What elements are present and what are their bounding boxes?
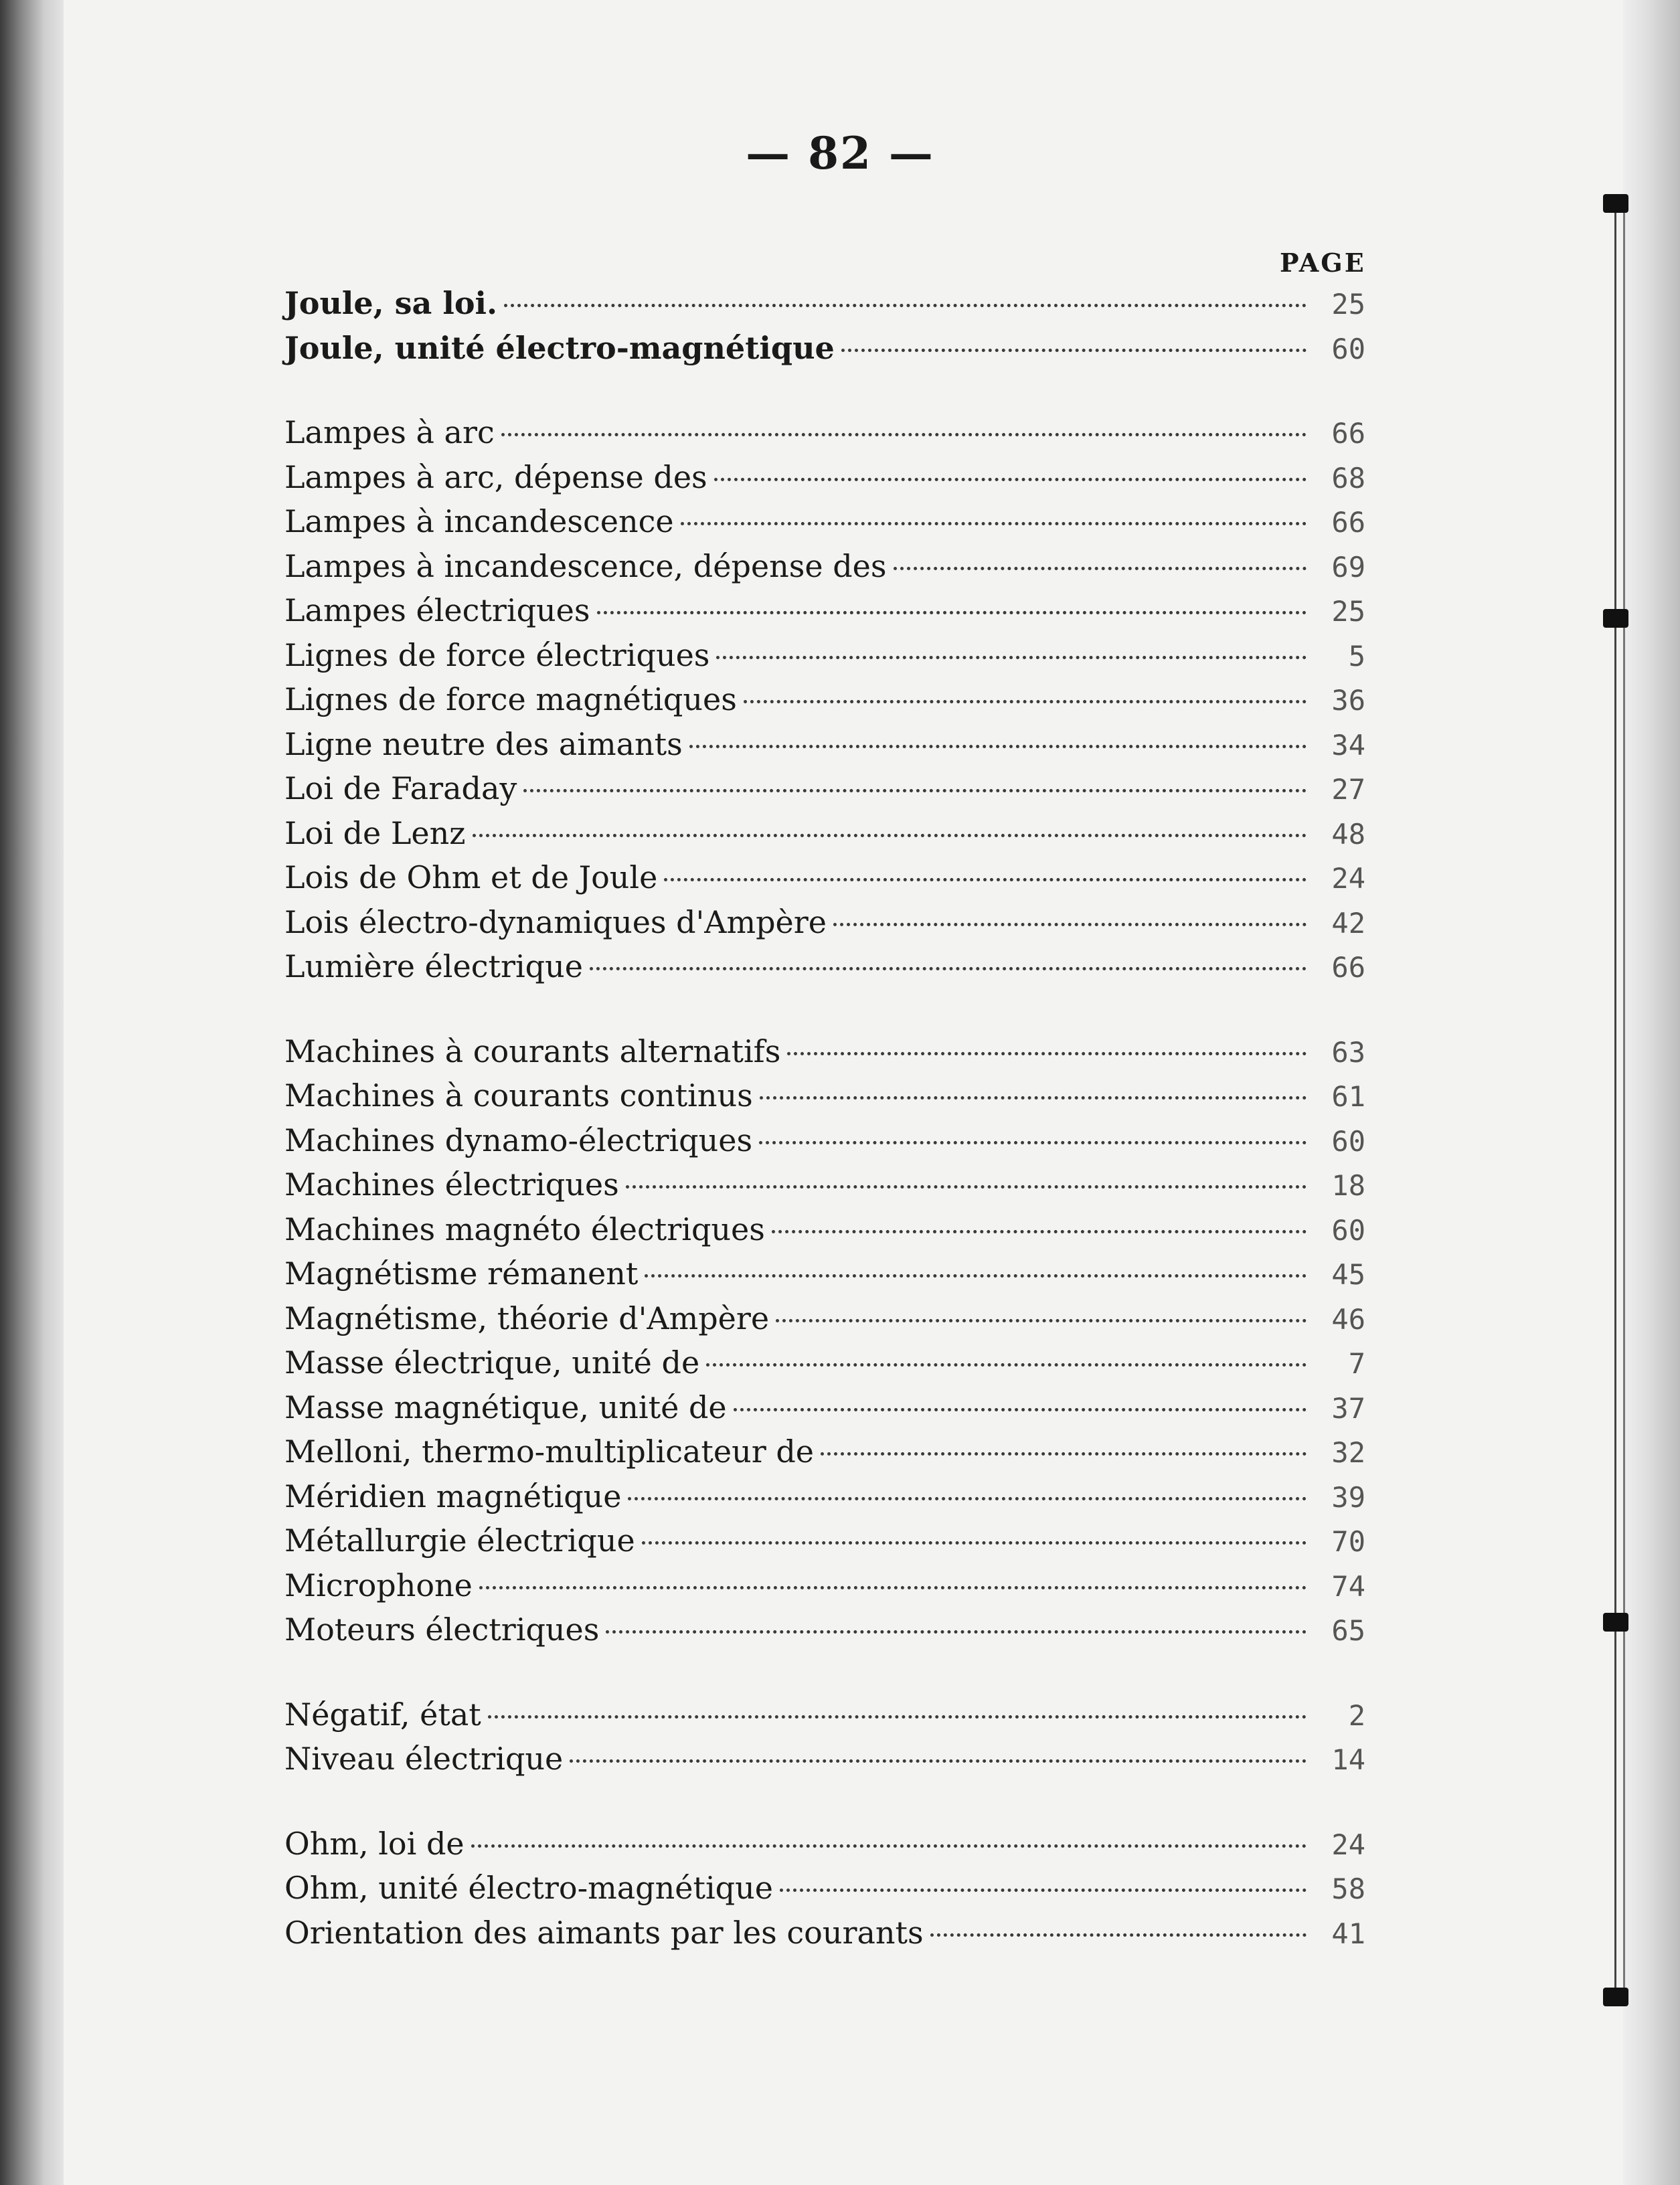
index-entry <box>284 1607 1365 1652</box>
dot-leader <box>597 611 1307 614</box>
page-column-header: PAGE <box>1280 248 1366 278</box>
index-entry <box>284 855 1365 900</box>
index-entry <box>284 900 1365 945</box>
index-entry <box>284 499 1365 544</box>
index-entry <box>284 766 1365 811</box>
index-entry-page: 66 <box>1331 417 1365 450</box>
index-entry-term: Masse électrique, unité de <box>284 1344 700 1381</box>
binding-stitch <box>1603 194 1628 213</box>
index-entry <box>284 326 1365 371</box>
index-entry-page: 48 <box>1331 817 1365 851</box>
dot-leader <box>628 1497 1307 1500</box>
dot-leader <box>501 433 1307 436</box>
index-entry-term: Ohm, unité électro-magnétique <box>284 1870 773 1906</box>
index-entry-page: 66 <box>1331 506 1365 539</box>
index-entry-page: 39 <box>1331 1480 1365 1514</box>
index-entry-term: Niveau électrique <box>284 1741 564 1777</box>
index-entry <box>284 1563 1365 1608</box>
index-entry-page: 65 <box>1331 1614 1365 1647</box>
dot-leader <box>590 967 1307 970</box>
dot-leader <box>833 923 1307 926</box>
dot-leader <box>706 1363 1307 1367</box>
index-entry <box>284 1429 1365 1474</box>
index-entry <box>284 1251 1365 1296</box>
index-entry <box>284 1029 1365 1074</box>
index-entry-page: 61 <box>1331 1080 1365 1113</box>
index-entry <box>284 811 1365 856</box>
index-entry-page: 18 <box>1331 1169 1365 1202</box>
index-entry-term: Magnétisme, théorie d'Ampère <box>284 1300 770 1336</box>
index-entry <box>284 281 1365 326</box>
dot-leader <box>744 700 1307 703</box>
index-entry <box>284 1118 1365 1163</box>
dot-leader <box>479 1586 1307 1589</box>
index-entry-term: Joule, sa loi. <box>284 285 498 321</box>
index-entry-term: Loi de Lenz <box>284 814 466 851</box>
index-entry-page: 36 <box>1331 684 1365 717</box>
index-entry <box>284 410 1365 455</box>
dot-leader <box>930 1933 1307 1937</box>
index-entry-term: Lampes à incandescence, dépense des <box>284 547 887 584</box>
index-group <box>284 1822 1365 1955</box>
dot-leader <box>780 1889 1307 1892</box>
index-entry-term: Magnétisme rémanent <box>284 1255 639 1292</box>
index-entry-page: 37 <box>1331 1391 1365 1425</box>
index-entry-page: 74 <box>1331 1569 1365 1603</box>
dot-leader <box>664 878 1307 881</box>
index-entry-term: Melloni, thermo-multiplicateur de <box>284 1433 815 1470</box>
page-number: — 82 — <box>746 127 934 179</box>
index-entry-term: Lumière électrique <box>284 948 583 984</box>
dot-leader <box>642 1541 1307 1545</box>
index-entry-term: Ligne neutre des aimants <box>284 725 683 762</box>
dot-leader <box>759 1141 1307 1144</box>
index-entry-page: 69 <box>1331 550 1365 584</box>
index-entry <box>284 1737 1365 1781</box>
index-entry <box>284 722 1365 767</box>
index-entry-term: Lignes de force électriques <box>284 636 710 673</box>
index-entry-page: 32 <box>1331 1436 1365 1469</box>
index-entry-page: 27 <box>1331 773 1365 806</box>
dot-leader <box>523 789 1307 792</box>
index-entry <box>284 1073 1365 1118</box>
index-entry-term: Machines à courants alternatifs <box>284 1033 781 1069</box>
dot-leader <box>645 1274 1307 1278</box>
index-entry <box>284 1911 1365 1955</box>
index-entry <box>284 1518 1365 1563</box>
index-group <box>284 1029 1365 1652</box>
index-entry <box>284 1162 1365 1207</box>
index-entry-page: 68 <box>1331 461 1365 495</box>
index-entry-term: Lampes à incandescence <box>284 503 674 539</box>
index-entry <box>284 455 1365 500</box>
index-entry-page: 24 <box>1331 1828 1365 1861</box>
index-entry-term: Lampes à arc <box>284 414 495 450</box>
index-entry-term: Orientation des aimants par les courants <box>284 1914 924 1951</box>
binding-stitch <box>1603 609 1628 628</box>
dot-leader <box>787 1052 1307 1055</box>
index-entry-page: 5 <box>1348 639 1365 673</box>
dot-leader <box>772 1230 1307 1233</box>
index-group <box>284 1692 1365 1781</box>
index-entry-page: 42 <box>1331 906 1365 940</box>
index-entry-term: Machines dynamo-électriques <box>284 1122 753 1158</box>
index-entry-page: 25 <box>1331 288 1365 321</box>
binding-stitch <box>1603 1613 1628 1632</box>
index-entry-page: 41 <box>1331 1917 1365 1950</box>
book-binding-edge <box>0 0 64 2185</box>
index-entry-term: Machines électriques <box>284 1166 619 1203</box>
index-entry <box>284 1385 1365 1430</box>
dot-leader <box>626 1185 1307 1189</box>
dot-leader <box>894 567 1307 570</box>
index-entry-term: Machines à courants continus <box>284 1077 753 1114</box>
index-entry-page: 60 <box>1331 1124 1365 1158</box>
index-group <box>284 281 1365 370</box>
index-entry-term: Masse magnétique, unité de <box>284 1389 727 1425</box>
index-entry-page: 58 <box>1331 1872 1365 1905</box>
index-entry-term: Machines magnéto électriques <box>284 1211 765 1247</box>
index-entry-term: Loi de Faraday <box>284 770 517 806</box>
index-entry <box>284 544 1365 589</box>
dot-leader <box>760 1096 1307 1100</box>
dot-leader <box>776 1319 1307 1322</box>
index-entry <box>284 1207 1365 1252</box>
index-entry <box>284 1340 1365 1385</box>
dot-leader <box>841 349 1307 352</box>
dot-leader <box>821 1452 1307 1456</box>
index-entry <box>284 1692 1365 1737</box>
index-entry-term: Lampes électriques <box>284 592 590 628</box>
index-entry-page: 60 <box>1331 332 1365 365</box>
index-entry-term: Méridien magnétique <box>284 1478 622 1514</box>
dot-leader <box>681 522 1307 525</box>
index-entry <box>284 588 1365 633</box>
index-entry <box>284 633 1365 678</box>
index-entry <box>284 1866 1365 1911</box>
binding-thread <box>1614 194 1625 2001</box>
binding-stitch <box>1603 1988 1628 2006</box>
index-entry-term: Lignes de force magnétiques <box>284 681 737 717</box>
index-entry-term: Joule, unité électro-magnétique <box>284 329 835 366</box>
index-entry-page: 66 <box>1331 951 1365 984</box>
index-entry-term: Lois électro-dynamiques d'Ampère <box>284 903 827 940</box>
dot-leader <box>716 656 1307 659</box>
index-entry-page: 34 <box>1331 728 1365 762</box>
index-entry-page: 2 <box>1348 1698 1365 1732</box>
index-entry-page: 70 <box>1331 1525 1365 1558</box>
index-entry-page: 46 <box>1331 1302 1365 1336</box>
dot-leader <box>471 1844 1307 1848</box>
dot-leader <box>488 1715 1307 1719</box>
index-entry-page: 7 <box>1348 1347 1365 1380</box>
index-entry-page: 45 <box>1331 1258 1365 1291</box>
index-entry <box>284 1474 1365 1519</box>
dot-leader <box>606 1630 1307 1634</box>
index-entry <box>284 1822 1365 1866</box>
index-entry-term: Moteurs électriques <box>284 1611 600 1648</box>
index-list <box>284 281 1365 1995</box>
index-group <box>284 410 1365 989</box>
index-entry-page: 24 <box>1331 862 1365 895</box>
dot-leader <box>570 1759 1307 1763</box>
dot-leader <box>689 745 1307 748</box>
dot-leader <box>473 834 1307 837</box>
index-entry-page: 63 <box>1331 1035 1365 1069</box>
index-entry-term: Microphone <box>284 1567 473 1603</box>
index-entry-page: 60 <box>1331 1213 1365 1247</box>
index-entry <box>284 677 1365 722</box>
page-right-edge <box>1623 0 1680 2185</box>
dot-leader <box>734 1408 1307 1411</box>
index-entry <box>284 944 1365 989</box>
index-entry-term: Métallurgie électrique <box>284 1522 635 1559</box>
index-entry-term: Ohm, loi de <box>284 1825 465 1862</box>
index-entry-term: Lampes à arc, dépense des <box>284 458 707 495</box>
index-entry <box>284 1296 1365 1341</box>
index-entry-page: 14 <box>1331 1743 1365 1776</box>
dot-leader <box>504 304 1307 307</box>
dot-leader <box>714 478 1307 481</box>
index-entry-term: Négatif, état <box>284 1696 481 1733</box>
index-entry-term: Lois de Ohm et de Joule <box>284 859 658 895</box>
index-entry-page: 25 <box>1331 595 1365 628</box>
